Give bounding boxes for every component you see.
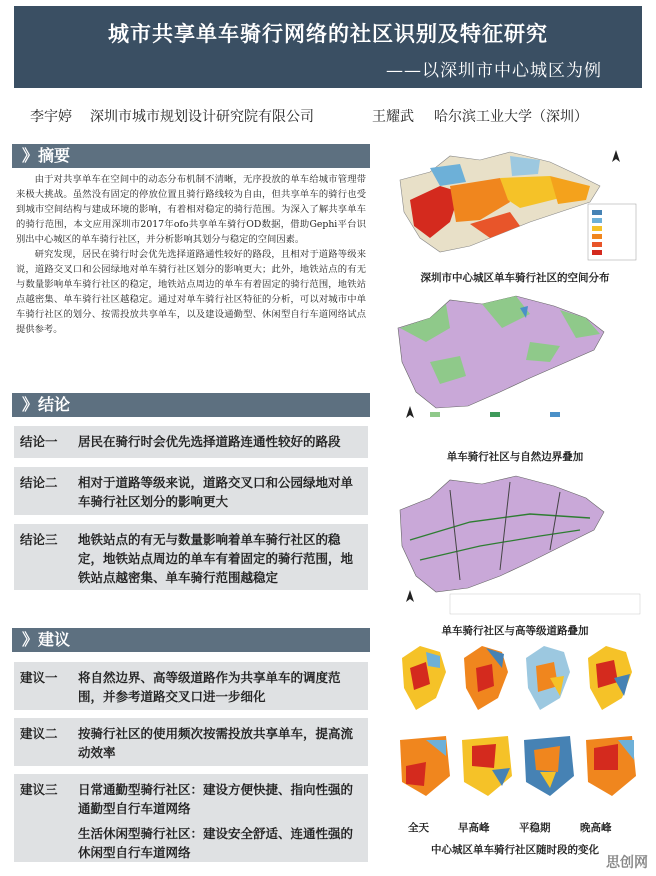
author-2: 王耀武 <box>372 109 414 125</box>
minimap-8 <box>582 726 638 806</box>
natural-boundary-map <box>390 288 646 434</box>
suggestion-2-label: 建议二 <box>20 726 58 741</box>
conclusion-3-label: 结论三 <box>20 532 58 547</box>
suggestion-3-text: 日常通勤型骑行社区：建设方便快捷、指向性强的通勤型自行车道网络 <box>78 782 354 816</box>
poster-title: 城市共享单车骑行网络的社区识别及特征研究 <box>108 21 548 46</box>
suggestion-3-text-2: 生活休闲型骑行社区：建设安全舒适、连通性强的休闲型自行车道网络 <box>78 826 354 860</box>
suggestion-1-label: 建议一 <box>20 670 58 685</box>
period-label-all-day: 全天 <box>408 822 429 834</box>
abstract-heading: 》摘要 <box>12 144 370 168</box>
minimap-1 <box>396 638 452 718</box>
conclusion-1-text: 居民在骑行时会优先选择道路连通性较好的路段 <box>78 434 341 449</box>
poster-subtitle: ——以深圳市中心城区为例 <box>386 61 602 81</box>
suggestion-1-text: 将自然边界、高等级道路作为共享单车的调度范围，并参考道路交叉口进一步细化 <box>78 670 341 704</box>
abstract-paragraph-1: 由于对共享单车在空间中的动态分布机制不清晰，无序投放的单车给城市管理带来极大挑战。虽然没有固定的停放位置且骑行路线较为自由，但共享单车的骑行也受到城市空间结构与建成环境的影响，有着相对稳定的骑行范围。为深入了解共享单车的骑行范围，本文应用深圳市2017年ofo共享单车骑行OD数据，借助Gephi平台识别出中心城区的单车骑行社区，并分析影响其划分与稳定的空间因素。 <box>16 174 366 245</box>
minimap-5 <box>396 726 452 806</box>
time-period-maps <box>396 638 636 816</box>
author-1: 李宇婷 <box>30 109 72 125</box>
abstract-text <box>16 172 366 337</box>
conclusion-1 <box>14 426 368 458</box>
minimap-6 <box>458 726 514 806</box>
figure-4-caption: 中心城区单车骑行社区随时段的变化 <box>431 844 599 856</box>
conclusion-1-label: 结论一 <box>20 434 58 449</box>
suggestion-2 <box>14 718 368 766</box>
minimap-4 <box>582 638 638 718</box>
figure-1-caption: 深圳市中心城区单车骑行社区的空间分布 <box>420 272 610 284</box>
north-arrow-icon <box>406 406 414 418</box>
figure-2-caption: 单车骑行社区与自然边界叠加 <box>446 451 584 463</box>
abstract-paragraph-2: 研究发现，居民在骑行时会优先选择道路通性较好的路段，且相对于道路等级来说，道路交叉口和公园绿地对单车骑行社区划分的影响更大；此外，地铁站点的有无与数量影响单车骑行社区的稳定，地铁站点周边的单车有着固定的骑行范围，地铁站点越密集、单车骑行社区越稳定。通过对单车骑行社区特征的分析，可以对城市中单车骑行社区的划分、按需投放共享单车，以及建设通勤型、休闲型自行车道网络试点提供参考。 <box>16 249 366 335</box>
suggestion-3 <box>14 774 368 862</box>
watermark-logo: 思创网 <box>606 855 648 871</box>
conclusion-2-label: 结论二 <box>20 475 58 490</box>
minimap-7 <box>520 726 576 806</box>
conclusion-heading: 》结论 <box>12 393 370 417</box>
figure-3-caption: 单车骑行社区与高等级道路叠加 <box>441 625 589 637</box>
period-label-morning-peak: 早高峰 <box>458 822 490 834</box>
period-label-stable: 平稳期 <box>519 822 551 834</box>
minimap-3 <box>520 638 576 718</box>
suggestion-heading: 》建议 <box>12 628 370 652</box>
period-label-evening-peak: 晚高峰 <box>580 822 612 834</box>
road-network-map <box>390 470 646 620</box>
north-arrow-icon <box>406 590 414 602</box>
conclusion-3 <box>14 524 368 590</box>
conclusion-2-text: 相对于道路等级来说，道路交叉口和公园绿地对单车骑行社区划分的影响更大 <box>78 475 354 509</box>
minimap-2 <box>458 638 514 718</box>
north-arrow-icon <box>612 150 620 162</box>
suggestion-1 <box>14 662 368 710</box>
conclusion-2 <box>14 467 368 515</box>
conclusion-3-text: 地铁站点的有无与数量影响着单车骑行社区的稳定，地铁站点周边的单车有着固定的骑行范围，地铁站点越密集、单车骑行范围越稳定 <box>78 532 354 585</box>
poster-header <box>14 6 642 88</box>
author-2-org: 哈尔滨工业大学（深圳） <box>434 109 588 125</box>
community-distribution-map <box>390 142 646 268</box>
suggestion-2-text: 按骑行社区的使用频次按需投放共享单车，提高流动效率 <box>78 726 354 760</box>
author-1-org: 深圳市城市规划设计研究院有限公司 <box>90 109 314 125</box>
suggestion-3-label: 建议三 <box>20 782 58 797</box>
